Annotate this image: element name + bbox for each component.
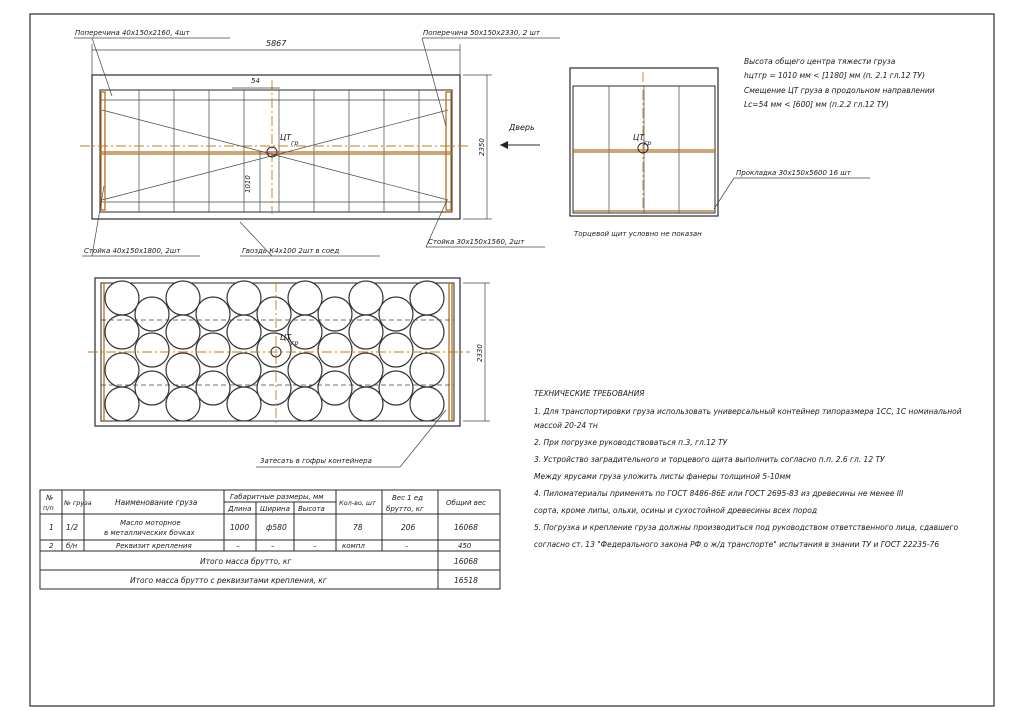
- th-name: Наименование груза: [115, 498, 198, 507]
- cell-len: 1000: [230, 523, 250, 532]
- cell-hgt: –: [313, 542, 317, 550]
- th-len: Длина: [228, 505, 252, 513]
- post30-label: Стойка 30х150х1560, 2шт: [428, 238, 525, 246]
- cell-weight: 206: [401, 523, 416, 532]
- top-view: [74, 29, 560, 256]
- cell-weight: –: [405, 542, 409, 550]
- req-line: массой 20-24 тн: [534, 421, 598, 430]
- container-outline: [92, 75, 460, 219]
- spec-table: [40, 490, 500, 589]
- end-shield-note: Торцевой щит условно не показан: [574, 230, 702, 238]
- cg-sub: гр: [291, 139, 299, 147]
- th-wid: Ширина: [260, 505, 290, 513]
- side-view: [570, 57, 935, 238]
- cell-wid: ф580: [266, 523, 287, 532]
- cargo-block: [100, 90, 452, 212]
- th-dims: Габаритные размеры, мм: [230, 493, 324, 501]
- th-cargo: № груза: [64, 499, 92, 507]
- technical-requirements: [534, 389, 962, 549]
- plan-cg-sub: гр: [291, 339, 299, 347]
- brace-label: Затесать в гофры контейнера: [260, 457, 372, 465]
- req-line: 5. Погрузка и крепление груза должны производиться под руководством ответственного лица, сдавшего: [534, 523, 959, 532]
- cg-note-1: Высота общего центра тяжести груза: [744, 57, 896, 66]
- req-line: сорта, кроме липы, ольхи, осины и сухостойной древесины всех пород: [534, 506, 818, 515]
- req-line: 2. При погрузке руководствоваться п.3, гл.12 ТУ: [534, 438, 728, 447]
- th-no2: п/п: [43, 504, 54, 512]
- req-line: 4. Пиломатериалы применять по ГОСТ 8486-86Е или ГОСТ 2695-83 из древесины не менее III: [534, 489, 904, 498]
- cell-cargo: 1/2: [66, 523, 79, 532]
- th-hgt: Высота: [298, 505, 325, 513]
- sum2-label: Итого масса брутто с реквизитами крепления, кг: [130, 576, 327, 585]
- cg-note-4: Lс=54 мм < [600] мм (п.2.2 гл.12 ТУ): [744, 100, 889, 109]
- dim-length: 5867: [266, 39, 287, 48]
- bottom-view: [88, 278, 490, 467]
- cell-name1: Масло моторное: [120, 519, 181, 527]
- dim-offset: 54: [251, 77, 260, 85]
- sum1-value: 16068: [454, 557, 478, 566]
- cell-no: 2: [49, 542, 54, 550]
- cell-no: 1: [49, 523, 54, 532]
- cell-name2: в металлических бочках: [104, 529, 195, 537]
- dim-width-2330: 2330: [476, 344, 484, 362]
- side-cg-label: ЦТ: [633, 133, 645, 142]
- cell-qty: 78: [353, 523, 363, 532]
- plan-cg-label: ЦТ: [280, 333, 292, 342]
- barrels: [105, 281, 444, 421]
- cg-note-3: Смещение ЦТ груза в продольном направлении: [744, 86, 935, 95]
- req-line: 1. Для транспортировки груза использовать универсальный контейнер типоразмера 1СС, 1С номинальной: [534, 407, 962, 416]
- cell-cargo: б/н: [66, 542, 78, 550]
- th-w2: брутто, кг: [386, 505, 424, 513]
- side-cg-sub: гр: [644, 139, 652, 147]
- req-line: Между ярусами груза уложить листы фанеры толщиной 5-10мм: [534, 472, 791, 481]
- crossbar40-label: Поперечина 40х150х2160, 4шт: [75, 29, 190, 37]
- wire-label: Гвоздь К4х100 2шт в соед: [242, 247, 340, 255]
- req-line: согласно ст. 13 "Федерального закона РФ о ж/д транспорте" испытания в знании ТУ и ГОСТ 22235-76: [534, 540, 940, 549]
- cg-note-2: hцтгр = 1010 мм < [1180] мм (п. 2.1 гл.12 ТУ): [744, 71, 925, 80]
- th-no: №: [46, 494, 54, 502]
- dim-width: 2350: [478, 138, 486, 156]
- th-w1: Вес 1 ед: [392, 494, 424, 502]
- crossbar50-label: Поперечина 50х150х2330, 2 шт: [423, 29, 540, 37]
- cell-total: 450: [458, 542, 472, 550]
- post40-label: Стойка 40х150х1800, 2шт: [84, 247, 181, 255]
- sum2-value: 16518: [454, 576, 478, 585]
- cell-name1: Реквизит крепления: [116, 542, 192, 550]
- th-total: Общий вес: [446, 499, 487, 507]
- sum1-label: Итого масса брутто, кг: [200, 557, 292, 566]
- req-line: 3. Устройство заградительного и торцевого щита выполнить согласно п.п. 2.6 гл. 12 ТУ: [534, 455, 885, 464]
- dim-height: 1010: [244, 175, 252, 193]
- cell-len: –: [236, 542, 240, 550]
- cg-label: ЦТ: [280, 133, 292, 142]
- door-label: Дверь: [509, 123, 535, 132]
- cell-qty: компл: [342, 542, 365, 550]
- cell-wid: –: [271, 542, 275, 550]
- req-title: ТЕХНИЧЕСКИЕ ТРЕБОВАНИЯ: [534, 389, 645, 398]
- cell-total: 16068: [454, 523, 478, 532]
- th-qty: Кол-во, шт: [339, 499, 376, 507]
- pad-label: Прокладка 30х150х5600 16 шт: [736, 169, 851, 177]
